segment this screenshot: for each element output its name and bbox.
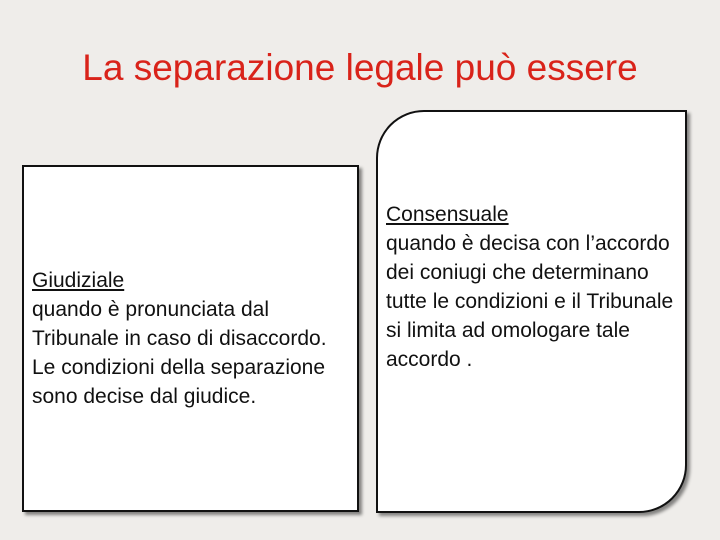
giudiziale-content	[24, 266, 357, 411]
consensuale-box	[376, 110, 687, 513]
giudiziale-box	[22, 165, 359, 512]
consensuale-content	[386, 200, 679, 374]
consensuale-heading: Consensuale	[386, 203, 509, 226]
giudiziale-heading: Giudiziale	[32, 269, 125, 292]
giudiziale-text: quando è pronunciata dal Tribunale in caso di disaccordo. Le condizioni della separazione sono decise dal giudice.	[32, 298, 327, 408]
consensuale-text: quando è decisa con l’accordo dei coniugi che determinano tutte le condizioni e il Tribunale si limita ad omologare tale accordo .	[386, 232, 674, 371]
slide-title: La separazione legale può essere	[82, 47, 638, 88]
